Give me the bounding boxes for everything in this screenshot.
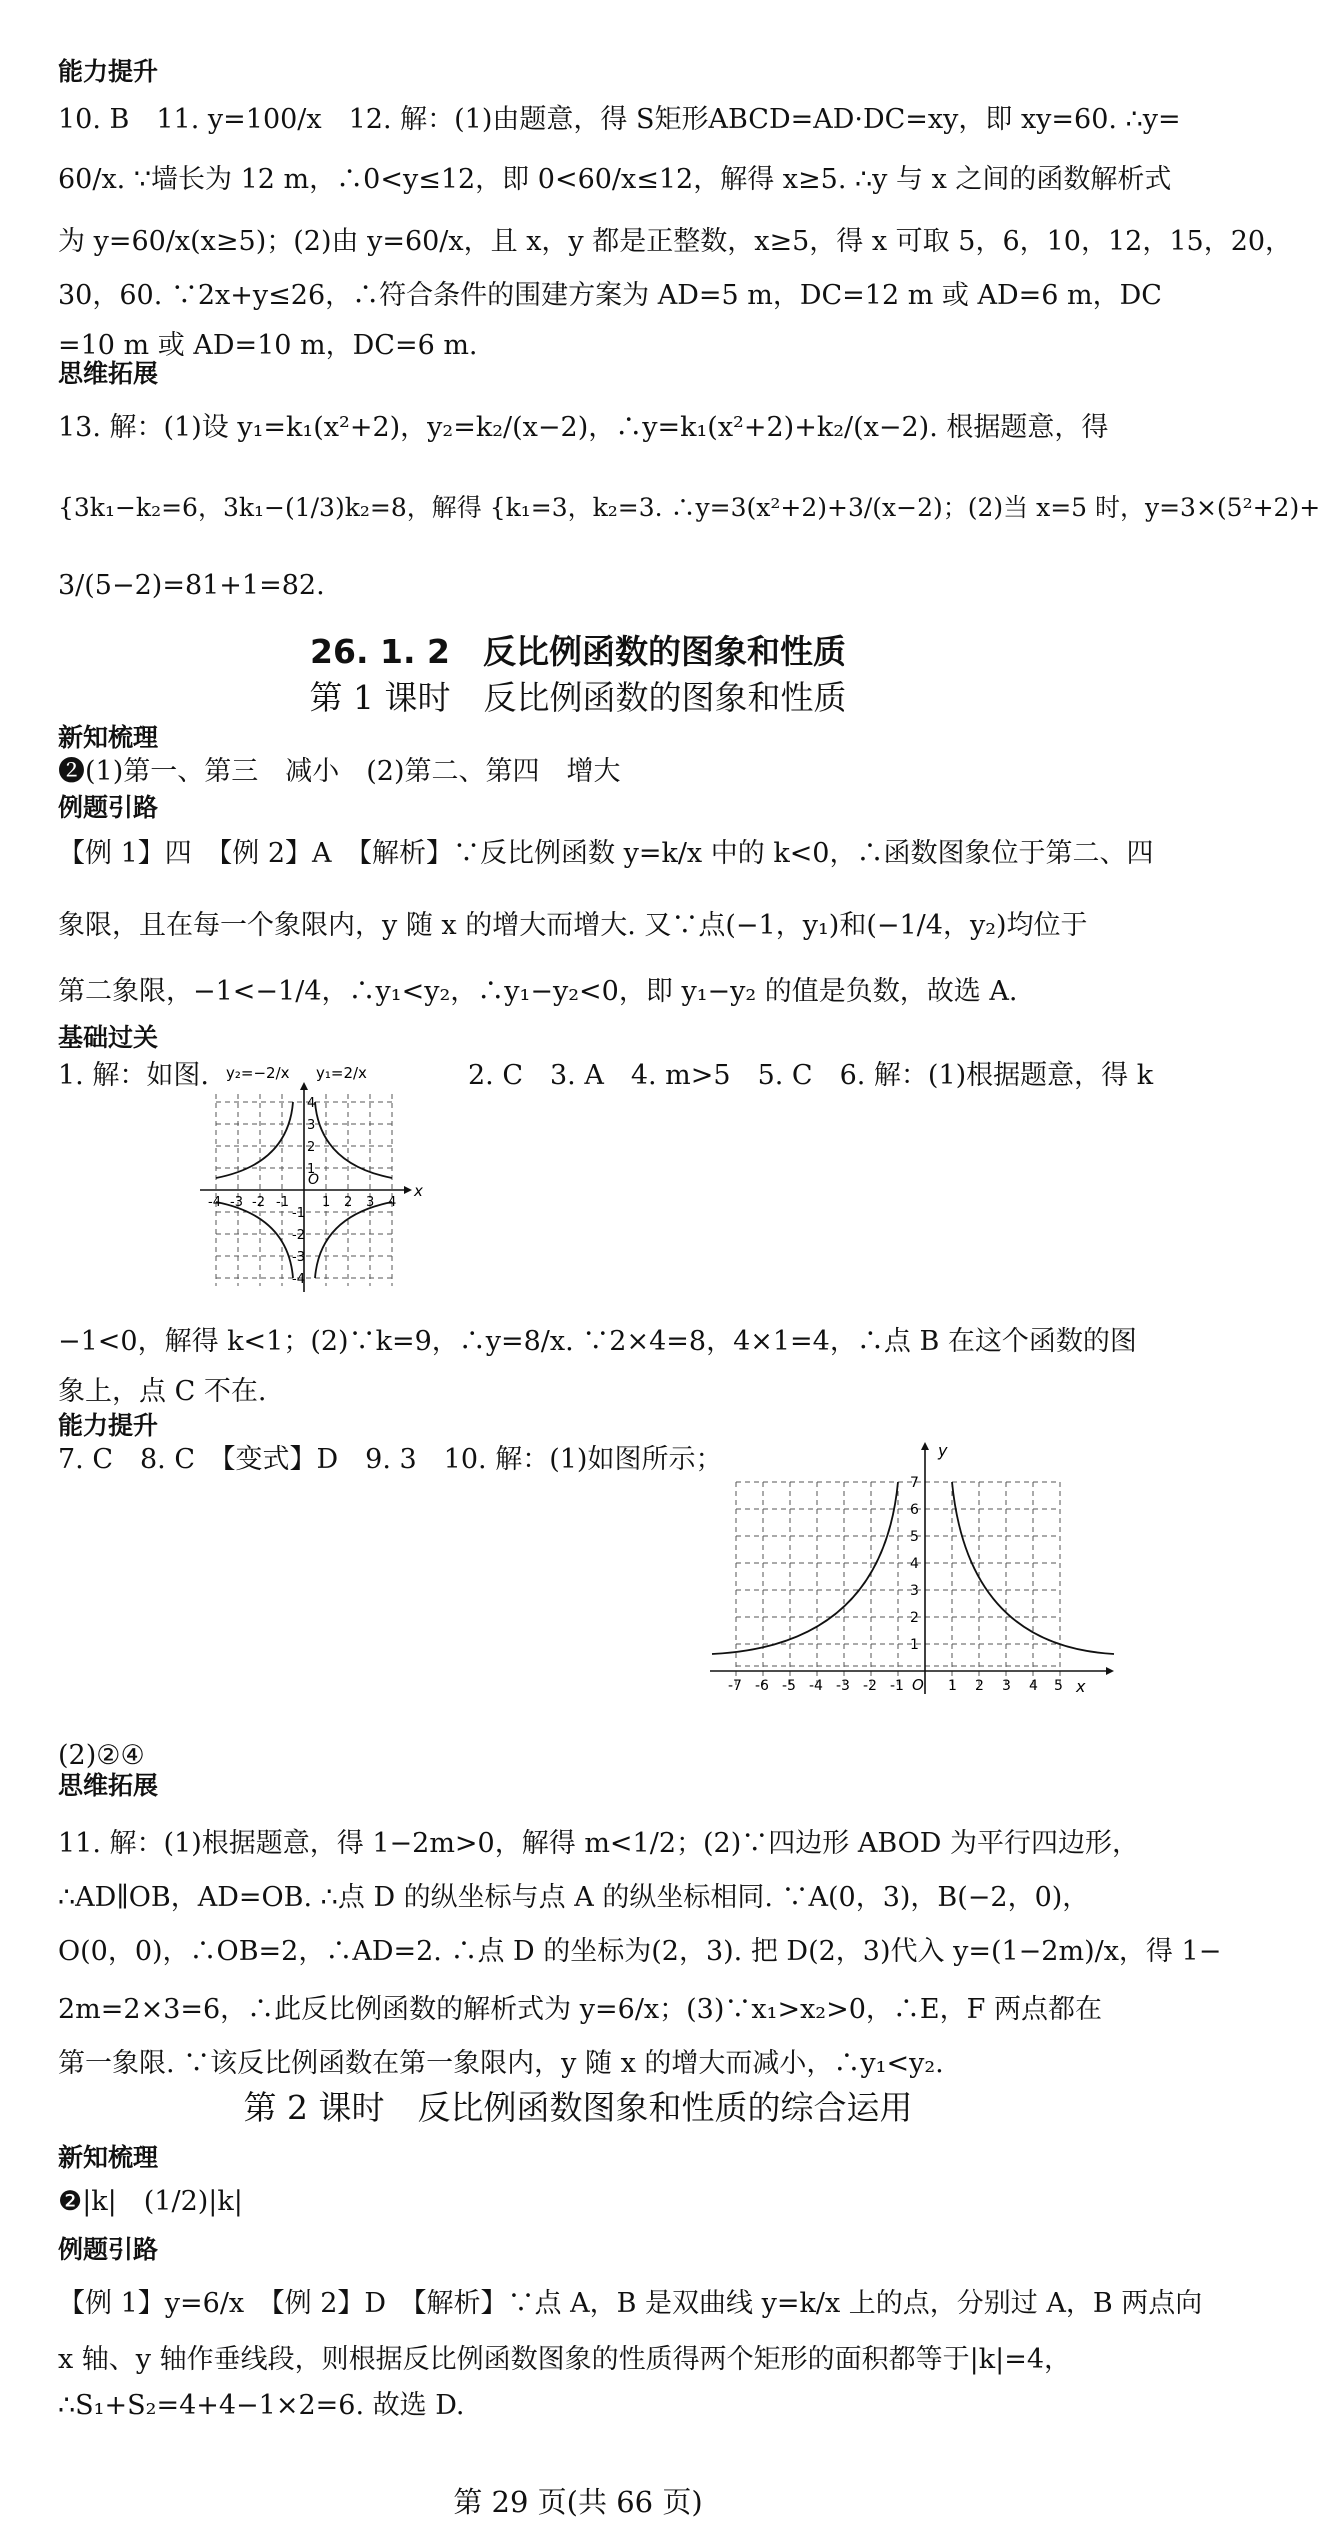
- lesson-2-title: 第 2 课时 反比例函数图象和性质的综合运用: [243, 2088, 913, 2127]
- tick-y: 1: [307, 1162, 316, 1177]
- text-line-11: 象限，且在每一个象限内，y 随 x 的增大而增大. 又∵点(−1，y₁)和(−1/4，y₂)均位于: [58, 910, 1088, 941]
- text-line-12: 第二象限，−1<−1/4，∴y₁<y₂，∴y₁−y₂<0，即 y₁−y₂ 的值是负数，故选 A.: [58, 976, 1018, 1007]
- label-y1: y₁=2/x: [316, 1064, 367, 1082]
- tick-y: 2: [307, 1140, 316, 1155]
- tick-y: -2: [292, 1228, 305, 1243]
- lesson-1-title: 第 1 课时 反比例函数的图象和性质: [309, 678, 847, 717]
- section-example-1: 例题引路: [58, 793, 159, 822]
- section-example-2: 例题引路: [58, 2235, 159, 2264]
- section-newknow-2: 新知梳理: [58, 2143, 159, 2172]
- tick-y: 1: [910, 1637, 919, 1653]
- tick-y: 3: [307, 1118, 316, 1133]
- tick-y: 6: [910, 1502, 919, 1518]
- text-line-23: ❷|k| (1/2)|k|: [58, 2186, 243, 2217]
- text-line-4: 30，60. ∵2x+y≤26，∴符合条件的围建方案为 AD=5 m，DC=12 m 或 AD=6 m，DC: [58, 280, 1162, 311]
- tick-y: 3: [910, 1583, 919, 1599]
- tick-x: -1: [890, 1678, 904, 1694]
- tick-x: 1: [948, 1678, 957, 1694]
- text-line-20: O(0，0)，∴OB=2，∴AD=2. ∴点 D 的坐标为(2，3). 把 D(2，3)代入 y=(1−2m)/x，得 1−: [58, 1936, 1222, 1967]
- text-line-13b: 2. C 3. A 4. m>5 5. C 6. 解：(1)根据题意，得 k: [468, 1060, 1154, 1091]
- y-axis-label: y: [938, 1441, 948, 1460]
- tick-y: -1: [292, 1206, 305, 1221]
- section-basic: 基础过关: [58, 1023, 159, 1052]
- figure-hyperbola-pair: [196, 1056, 456, 1296]
- text-line-8: 3/(5−2)=81+1=82.: [58, 570, 325, 601]
- origin-label: O: [308, 1172, 320, 1188]
- tick-y: 5: [910, 1529, 919, 1545]
- text-line-14: −1<0，解得 k<1；(2)∵k=9，∴y=8/x. ∵2×4=8，4×1=4，∴点 B 在这个函数的图: [58, 1326, 1137, 1357]
- text-line-25: x 轴、y 轴作垂线段，则根据反比例函数图象的性质得两个矩形的面积都等于|k|=4，: [58, 2344, 1071, 2375]
- tick-x: 3: [1002, 1678, 1011, 1694]
- text-line-2: 60/x. ∵墙长为 12 m，∴0<y≤12，即 0<60/x≤12，解得 x≥5. ∴y 与 x 之间的函数解析式: [58, 164, 1172, 195]
- origin-label-2: O: [912, 1676, 924, 1694]
- text-line-22: 第一象限. ∵该反比例函数在第一象限内，y 随 x 的增大而减小，∴y₁<y₂.: [58, 2048, 944, 2079]
- tick-x: -7: [728, 1678, 742, 1694]
- text-line-9: ❷(1)第一、第三 减小 (2)第二、第四 增大: [58, 756, 621, 787]
- tick-y: 4: [910, 1556, 919, 1572]
- x-axis-label-2: x: [1076, 1677, 1086, 1696]
- tick-x: -3: [836, 1678, 850, 1694]
- page-footer: 第 29 页(共 66 页): [453, 2485, 703, 2519]
- tick-x: 4: [388, 1195, 397, 1210]
- tick-x: -5: [782, 1678, 796, 1694]
- text-line-18: 11. 解：(1)根据题意，得 1−2m>0，解得 m<1/2；(2)∵四边形 ABOD 为平行四边形，: [58, 1828, 1140, 1859]
- tick-x: -4: [809, 1678, 823, 1694]
- text-line-16: 7. C 8. C 【变式】D 9. 3 10. 解：(1)如图所示；: [58, 1444, 723, 1475]
- tick-x: -6: [755, 1678, 769, 1694]
- tick-x: -3: [230, 1195, 243, 1210]
- tick-x: -2: [252, 1195, 265, 1210]
- section-thinking-2: 思维拓展: [58, 1771, 159, 1800]
- tick-y: 2: [910, 1610, 919, 1626]
- tick-x: 2: [344, 1195, 353, 1210]
- tick-x: -4: [208, 1195, 221, 1210]
- section-newknow-1: 新知梳理: [58, 723, 159, 752]
- tick-y: -4: [292, 1272, 305, 1287]
- text-line-19: ∴AD∥OB，AD=OB. ∴点 D 的纵坐标与点 A 的纵坐标相同. ∵A(0，3)，B(−2，0)，: [58, 1882, 1090, 1913]
- tick-x: 1: [322, 1195, 331, 1210]
- tick-y: -3: [292, 1250, 305, 1265]
- x-axis-label: x: [414, 1182, 423, 1200]
- tick-x: -2: [863, 1678, 877, 1694]
- label-y2: y₂=−2/x: [226, 1064, 290, 1082]
- text-line-5: =10 m 或 AD=10 m，DC=6 m.: [58, 330, 478, 361]
- main-title: 26. 1. 2 反比例函数的图象和性质: [310, 632, 846, 671]
- section-ability-2: 能力提升: [58, 1411, 159, 1440]
- tick-x: 4: [1029, 1678, 1038, 1694]
- tick-x: 2: [975, 1678, 984, 1694]
- tick-x: 3: [366, 1195, 375, 1210]
- text-line-10: 【例 1】四 【例 2】A 【解析】∵反比例函数 y=k/x 中的 k<0，∴函数图象位于第二、四: [58, 838, 1154, 869]
- tick-y: 4: [307, 1096, 316, 1111]
- text-line-6: 13. 解：(1)设 y₁=k₁(x²+2)，y₂=k₂/(x−2)，∴y=k₁(x²+2)+k₂/(x−2). 根据题意，得: [58, 412, 1109, 443]
- text-line-24: 【例 1】y=6/x 【例 2】D 【解析】∵点 A，B 是双曲线 y=k/x 上的点，分别过 A，B 两点向: [58, 2288, 1203, 2319]
- text-line-26: ∴S₁+S₂=4+4−1×2=6. 故选 D.: [58, 2390, 465, 2421]
- text-line-3: 为 y=60/x(x≥5)；(2)由 y=60/x，且 x，y 都是正整数，x≥5，得 x 可取 5，6，10，12，15，20，: [58, 226, 1293, 257]
- section-thinking-1: 思维拓展: [58, 359, 159, 388]
- tick-x: -1: [276, 1195, 289, 1210]
- text-line-17: (2)②④: [58, 1740, 145, 1771]
- text-line-1: 10. B 11. y=100/x 12. 解：(1)由题意，得 S矩形ABCD=AD·DC=xy，即 xy=60. ∴y=: [58, 104, 1181, 135]
- figure-hyperbola-grid: [702, 1436, 1122, 1696]
- tick-x: 5: [1054, 1678, 1063, 1694]
- text-line-21: 2m=2×3=6，∴此反比例函数的解析式为 y=6/x；(3)∵x₁>x₂>0，∴E，F 两点都在: [58, 1994, 1102, 2025]
- text-line-7: {3k₁−k₂=6，3k₁−(1/3)k₂=8，解得 {k₁=3，k₂=3. ∴y=3(x²+2)+3/(x−2)；(2)当 x=5 时，y=3×(5²+2)+: [58, 493, 1320, 522]
- text-line-15: 象上，点 C 不在.: [58, 1376, 267, 1407]
- text-line-13a: 1. 解：如图.: [58, 1060, 209, 1091]
- section-ability-1: 能力提升: [58, 57, 159, 86]
- tick-y: 7: [910, 1475, 919, 1491]
